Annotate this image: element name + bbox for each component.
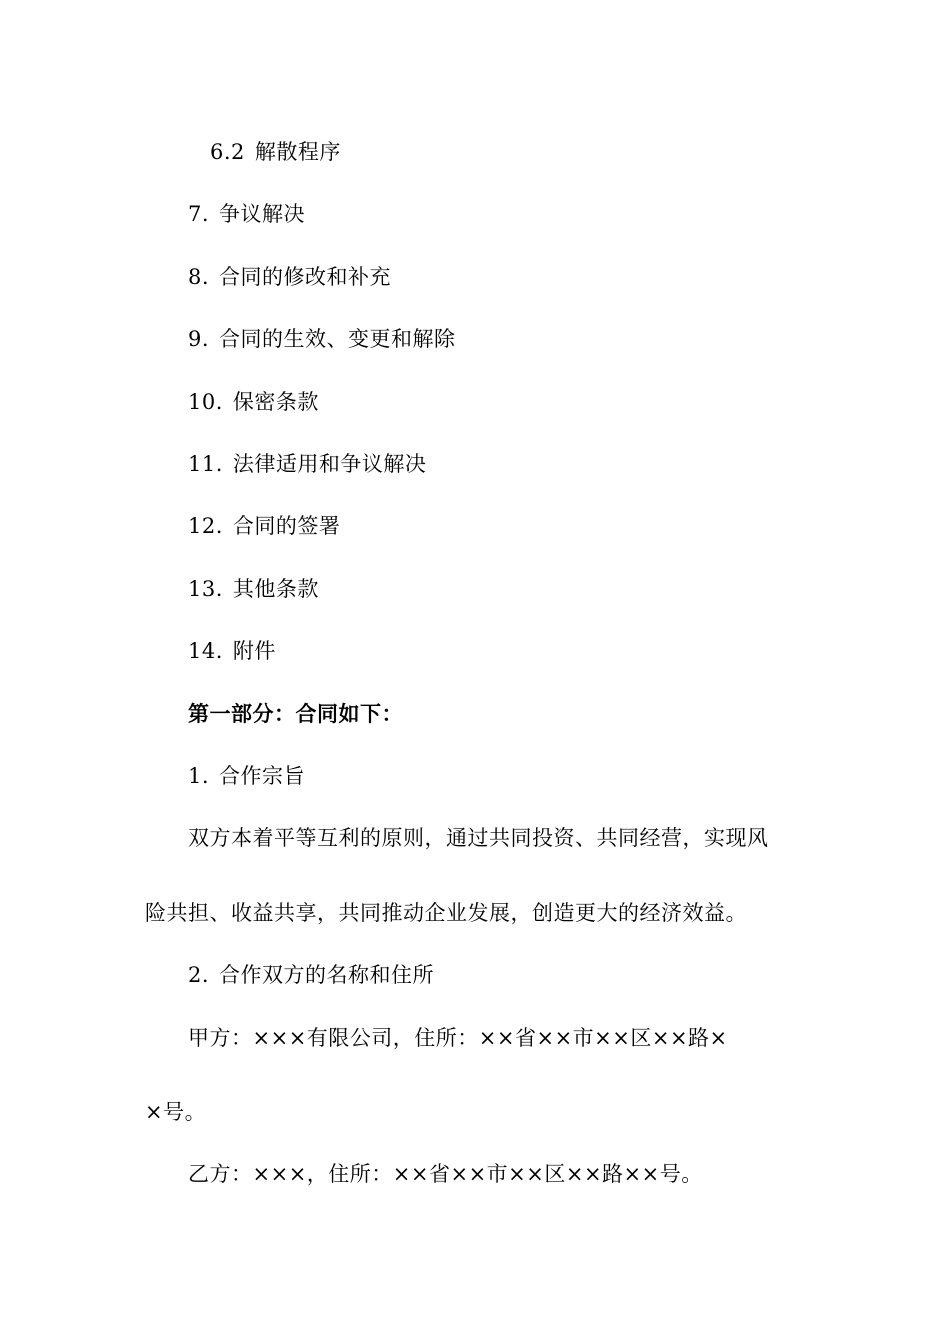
toc-text: 保密条款 xyxy=(232,390,319,414)
toc-number: 7. xyxy=(188,202,210,226)
toc-number: 14. xyxy=(188,639,223,663)
toc-item-6-2 xyxy=(210,138,341,166)
toc-text: 争议解决 xyxy=(219,202,306,226)
section-heading-text: 合作双方的名称和住所 xyxy=(219,963,435,987)
toc-item-9 xyxy=(188,325,456,353)
toc-number: 13. xyxy=(188,577,223,601)
toc-number: 10. xyxy=(188,390,223,414)
toc-item-7 xyxy=(188,200,305,228)
toc-number: 11. xyxy=(188,452,223,476)
toc-text: 合同的修改和补充 xyxy=(219,265,392,289)
party-b-line: 乙方：×××，住所：××省××市××区××路××号。 xyxy=(188,1162,703,1186)
toc-number: 9. xyxy=(188,327,210,351)
section-number: 1. xyxy=(188,764,210,788)
toc-text: 附件 xyxy=(232,639,276,663)
section1-heading xyxy=(188,762,305,790)
toc-item-13 xyxy=(188,575,319,603)
toc-number: 8. xyxy=(188,265,210,289)
party-a-line1: 甲方：×××有限公司，住所：××省××市××区××路× xyxy=(188,1026,728,1050)
section1-paragraph-line2: 险共担、收益共享，共同推动企业发展，创造更大的经济效益。 xyxy=(145,901,747,925)
toc-item-10 xyxy=(188,388,319,416)
party-a-line2: ×号。 xyxy=(145,1100,207,1124)
toc-text: 法律适用和争议解决 xyxy=(232,452,427,476)
toc-text: 合同的签署 xyxy=(232,514,341,538)
section2-heading xyxy=(188,961,434,989)
section-title: 第一部分：合同如下： xyxy=(188,702,403,726)
section-heading-text: 合作宗旨 xyxy=(219,764,306,788)
toc-item-8 xyxy=(188,263,391,291)
section-number: 2. xyxy=(188,963,210,987)
toc-text: 其他条款 xyxy=(232,577,319,601)
section1-paragraph-line1: 双方本着平等互利的原则，通过共同投资、共同经营，实现风 xyxy=(188,826,769,850)
toc-text: 解散程序 xyxy=(254,140,341,164)
toc-item-11 xyxy=(188,450,426,478)
toc-number: 12. xyxy=(188,514,223,538)
toc-item-14 xyxy=(188,637,276,665)
toc-text: 合同的生效、变更和解除 xyxy=(219,327,456,351)
toc-item-12 xyxy=(188,512,340,540)
toc-number: 6.2 xyxy=(210,140,245,164)
